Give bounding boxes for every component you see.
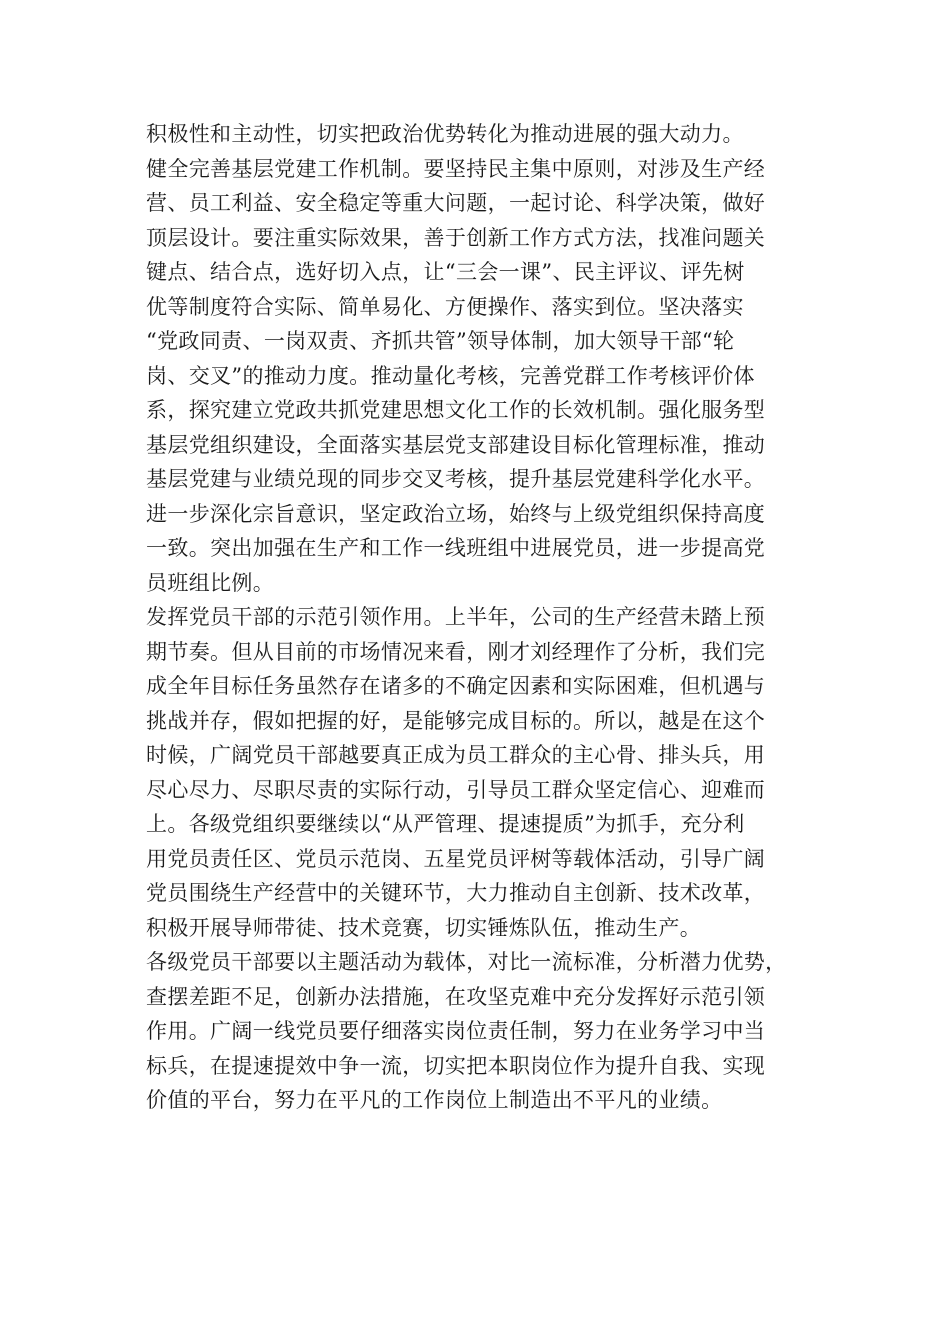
text-line: 各级党员干部要以主题活动为载体，对比一流标准，分析潜力优势， <box>146 950 787 974</box>
text-line: 作用。广阔一线党员要仔细落实岗位责任制，努力在业务学习中当 <box>146 1019 766 1043</box>
text-line: 进一步深化宗旨意识，坚定政治立场，始终与上级党组织保持高度 <box>146 501 766 526</box>
text-line: 积极性和主动性，切实把政治优势转化为推动进展的强大动力。 <box>146 122 744 146</box>
text-line: 时候，广阔党员干部越要真正成为员工群众的主心骨、排头兵，用 <box>146 743 766 767</box>
text-line: 用党员责任区、党员示范岗、五星党员评树等载体活动，引导广阔 <box>146 846 766 871</box>
text-line: 上。各级党组织要继续以“从严管理、提速提质”为抓手，充分利 <box>146 812 745 836</box>
text-line: “党政同责、一岗双责、齐抓共管”领导体制，加大领导干部“轮 <box>146 329 735 353</box>
text-line: 期节奏。但从目前的市场情况来看，刚才刘经理作了分析，我们完 <box>146 639 766 664</box>
text-line: 尽心尽力、尽职尽责的实际行动，引导员工群众坚定信心、迎难而 <box>146 777 766 802</box>
text-line: 顶层设计。要注重实际效果，善于创新工作方式方法，找准问题关 <box>146 225 766 250</box>
text-line: 积极开展导师带徒、技术竞赛，切实锤炼队伍，推动生产。 <box>146 915 702 940</box>
text-line: 标兵，在提速提效中争一流，切实把本职岗位作为提升自我、实现 <box>146 1053 766 1078</box>
text-line: 优等制度符合实际、简单易化、方便操作、落实到位。坚决落实 <box>146 294 744 319</box>
text-line: 成全年目标任务虽然存在诸多的不确定因素和实际困难，但机遇与 <box>146 674 766 698</box>
body-text <box>146 117 816 1118</box>
text-line: 键点、结合点，选好切入点，让“三会一课”、民主评议、评先树 <box>146 260 745 284</box>
text-line: 挑战并存，假如把握的好，是能够完成目标的。所以，越是在这个 <box>146 708 766 733</box>
text-line: 党员围绕生产经营中的关键环节，大力推动自主创新、技术改革， <box>146 881 766 905</box>
text-line: 基层党组织建设，全面落实基层党支部建设目标化管理标准，推动 <box>146 432 766 457</box>
text-line: 基层党建与业绩兑现的同步交叉考核，提升基层党建科学化水平。 <box>146 467 766 491</box>
text-line: 查摆差距不足，创新办法措施，在攻坚克难中充分发挥好示范引领 <box>146 984 766 1009</box>
text-line: 价值的平台，努力在平凡的工作岗位上制造出不平凡的业绩。 <box>146 1088 723 1112</box>
text-line: 一致。突出加强在生产和工作一线班组中进展党员，进一步提高党 <box>146 536 766 560</box>
text-line: 系，探究建立党政共抓党建思想文化工作的长效机制。强化服务型 <box>146 398 766 422</box>
text-line: 岗、交叉”的推动力度。推动量化考核，完善党群工作考核评价体 <box>146 363 755 388</box>
text-line: 营、员工利益、安全稳定等重大问题，一起讨论、科学决策，做好 <box>146 191 766 215</box>
text-line: 发挥党员干部的示范引领作用。上半年，公司的生产经营未踏上预 <box>146 605 766 629</box>
text-line: 健全完善基层党建工作机制。要坚持民主集中原则，对涉及生产经 <box>146 156 766 181</box>
text-line: 员班组比例。 <box>146 570 275 595</box>
